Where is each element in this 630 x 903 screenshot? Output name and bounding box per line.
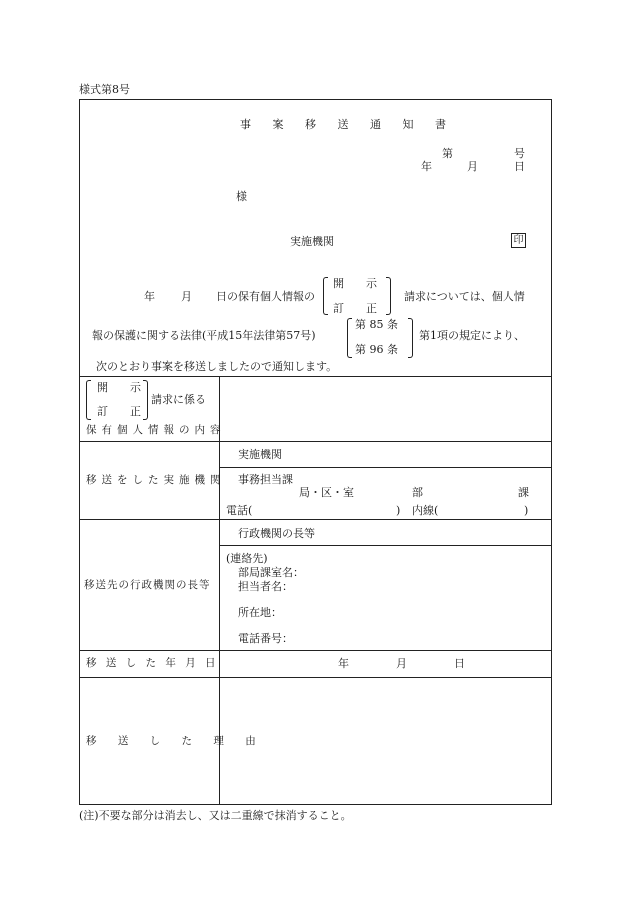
date-day: 日 bbox=[514, 160, 525, 173]
row1-bracket-top: 開 示 bbox=[97, 381, 141, 394]
bracket-left bbox=[86, 380, 91, 420]
body-line3: 次のとおり事案を移送しましたので通知します。 bbox=[96, 360, 338, 373]
row-divider bbox=[79, 677, 552, 678]
document-title: 事 案 移 送 通 知 書 bbox=[240, 118, 455, 131]
addressee-suffix: 様 bbox=[236, 190, 247, 203]
body-line1-after: 請求については、個人情 bbox=[404, 290, 525, 303]
bracket-right bbox=[143, 380, 148, 420]
doc-number-go: 号 bbox=[514, 147, 525, 160]
row1-label-after: 請求に係る bbox=[151, 393, 206, 406]
bracket1-bottom: 訂 正 bbox=[333, 302, 377, 315]
form-frame bbox=[79, 99, 552, 805]
seal-mark: 印 bbox=[511, 233, 526, 248]
row-divider bbox=[79, 650, 552, 651]
row3-contact: (連絡先) bbox=[226, 552, 268, 565]
row2-label: 移送をした実施機関 bbox=[86, 474, 226, 486]
row-divider bbox=[79, 441, 552, 442]
bracket2-bottom: 第 96 条 bbox=[355, 343, 398, 356]
body-line2-after: 第1項の規定により、 bbox=[419, 329, 525, 342]
row-divider bbox=[79, 519, 552, 520]
footnote: (注)不要な部分は消去し、又は二重線で抹消すること。 bbox=[79, 809, 352, 822]
form-number: 様式第8号 bbox=[79, 83, 130, 96]
bracket-right bbox=[408, 318, 413, 358]
body-line2: 報の保護に関する法律(平成15年法律第57号) bbox=[92, 329, 316, 342]
cell-divider bbox=[220, 545, 552, 546]
row2-bu: 部 bbox=[412, 486, 423, 499]
row3-address: 所在地： bbox=[238, 606, 282, 619]
body-year: 年 bbox=[144, 290, 155, 303]
row2-kyoku: 局・区・室 bbox=[299, 486, 354, 499]
row2-phone-label: 電話( bbox=[226, 504, 253, 517]
row2-section-label: 事務担当課 bbox=[238, 473, 293, 486]
doc-number-dai: 第 bbox=[442, 147, 453, 160]
cell-divider bbox=[220, 467, 552, 468]
row2-phone-close: ) bbox=[396, 504, 401, 517]
row5-label: 移 送 し た 理 由 bbox=[86, 735, 265, 747]
row1-bracket-bottom: 訂 正 bbox=[97, 405, 141, 418]
row4-month: 月 bbox=[396, 657, 407, 670]
row3-phone: 電話番号： bbox=[238, 632, 293, 645]
date-month: 月 bbox=[467, 160, 478, 173]
bracket2-top: 第 85 条 bbox=[355, 318, 398, 331]
row3-head: 行政機関の長等 bbox=[238, 527, 315, 540]
row3-dept: 部局課室名： bbox=[238, 566, 304, 579]
row4-day: 日 bbox=[454, 657, 465, 670]
row2-ext-label: 内線( bbox=[412, 504, 439, 517]
bracket-right bbox=[386, 277, 391, 315]
date-year: 年 bbox=[421, 160, 432, 173]
bracket-left bbox=[323, 277, 328, 315]
row4-label: 移 送 し た 年 月 日 bbox=[86, 657, 219, 669]
body-line1: 日の保有個人情報の bbox=[216, 290, 315, 303]
row3-label: 移送先の行政機関の長等 bbox=[84, 579, 211, 591]
bracket-left bbox=[347, 318, 352, 358]
row3-person: 担当者名： bbox=[238, 580, 293, 593]
row1-label-line2: 保有個人情報の内容 bbox=[86, 424, 226, 436]
row-divider bbox=[79, 376, 552, 377]
row2-agency: 実施機関 bbox=[238, 448, 282, 461]
body-month: 月 bbox=[181, 290, 192, 303]
row2-ext-close: ) bbox=[524, 504, 529, 517]
issuer-label: 実施機関 bbox=[290, 235, 334, 248]
row4-year: 年 bbox=[338, 657, 349, 670]
bracket1-top: 開 示 bbox=[333, 277, 377, 290]
row2-ka: 課 bbox=[518, 486, 529, 499]
